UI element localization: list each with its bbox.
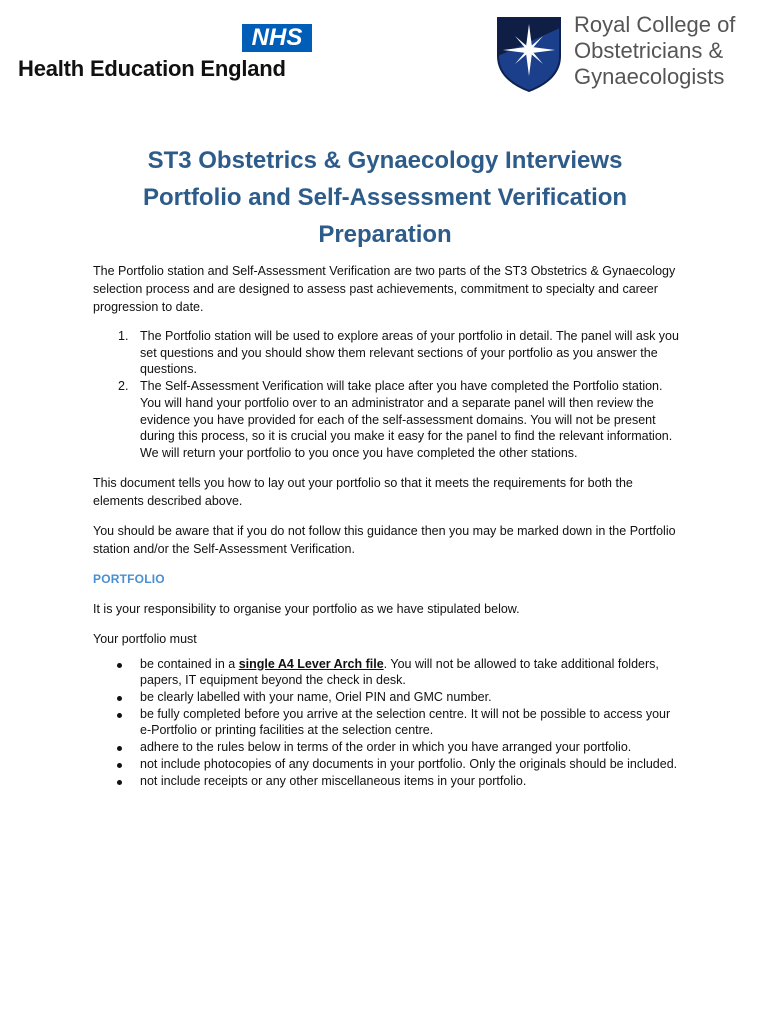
hee-name: Health Education England [18,56,286,81]
title-line-2: Portfolio and Self-Assessment Verification [142,184,628,211]
nhs-badge: NHS [242,24,312,52]
bullet-post: . You will not be allowed to take additional folders, papers, IT equipment beyond the check in desk. [140,656,659,688]
document-title [60,142,710,253]
bullet-text: adhere to the rules below in terms of the order in which you have arranged your portfolio. [140,740,632,755]
bullet-text: not include photocopies of any documents in your portfolio. Only the originals should be included. [140,756,678,771]
rcog-line-3: Gynaecologists [574,64,725,89]
requirements-list [93,656,683,790]
item-number: 1. [118,329,129,343]
must-paragraph: Your portfolio must [93,631,197,646]
list-item [93,706,683,739]
item-text: The Portfolio station will be used to explore areas of your portfolio in detail. The panel will ask you set questions and you should show them relevant sections of your portfolio as you answer the questions. [140,329,679,377]
item-number: 2. [118,379,129,394]
rcog-name [574,12,735,90]
list-item [93,656,683,689]
document-body [93,262,683,789]
intro-paragraph: The Portfolio station and Self-Assessment Verification are two parts of the ST3 Obstetrics & Gynaecology selection process and are designed to assess past achievements, commitment to specialty and career progression to date. [93,264,676,314]
responsibility-paragraph: It is your responsibility to organise your portfolio as we have stipulated below. [93,601,520,616]
bullet-text: not include receipts or any other miscellaneous items in your portfolio. [140,773,527,788]
numbered-item [93,378,683,462]
rcog-logo [496,12,760,96]
list-item [93,773,683,790]
bullet-icon [117,696,122,701]
title-line-1: ST3 Obstetrics & Gynaecology Interviews [147,147,623,174]
warning-paragraph: You should be aware that if you do not follow this guidance then you may be marked down in the Portfolio station and/or the Self-Assessment Verification. [93,523,676,556]
bullet-icon [117,713,122,718]
portfolio-heading: PORTFOLIO [93,571,165,586]
list-item [93,756,683,773]
bullet-icon [117,780,122,785]
bullet-icon [117,763,122,768]
numbered-list [93,328,683,462]
title-line-3: Preparation [318,221,452,248]
hee-logo [18,22,318,84]
lever-arch-emphasis: single A4 Lever Arch file [238,656,384,671]
bullet-pre: be contained in a [140,656,239,671]
bullet-text: be fully completed before you arrive at the selection centre. It will not be possible to access your e-Portfolio or printing facilities at the selection centre. [140,706,671,738]
rcog-shield-icon [496,16,562,92]
list-item [93,739,683,756]
item-text: The Self-Assessment Verification will take place after you have completed the Portfolio station. You will hand your portfolio over to an administrator and a separate panel will then review the evidence you have provided for each of the self-assessment domains. You will not be present during this process, so it is crucial you make it easy for the panel to find the relevant information. We will return your portfolio to you once you have completed the other stations. [140,379,673,460]
list-item [93,689,683,706]
numbered-item [93,328,683,378]
bullet-icon [117,663,122,668]
layout-paragraph: This document tells you how to lay out your portfolio so that it meets the requirements for both the elements described above. [93,475,633,508]
rcog-line-2: Obstetricians & [574,38,724,63]
bullet-text: be clearly labelled with your name, Oriel PIN and GMC number. [140,690,492,705]
rcog-line-1: Royal College of [574,12,736,37]
bullet-icon [117,746,122,751]
